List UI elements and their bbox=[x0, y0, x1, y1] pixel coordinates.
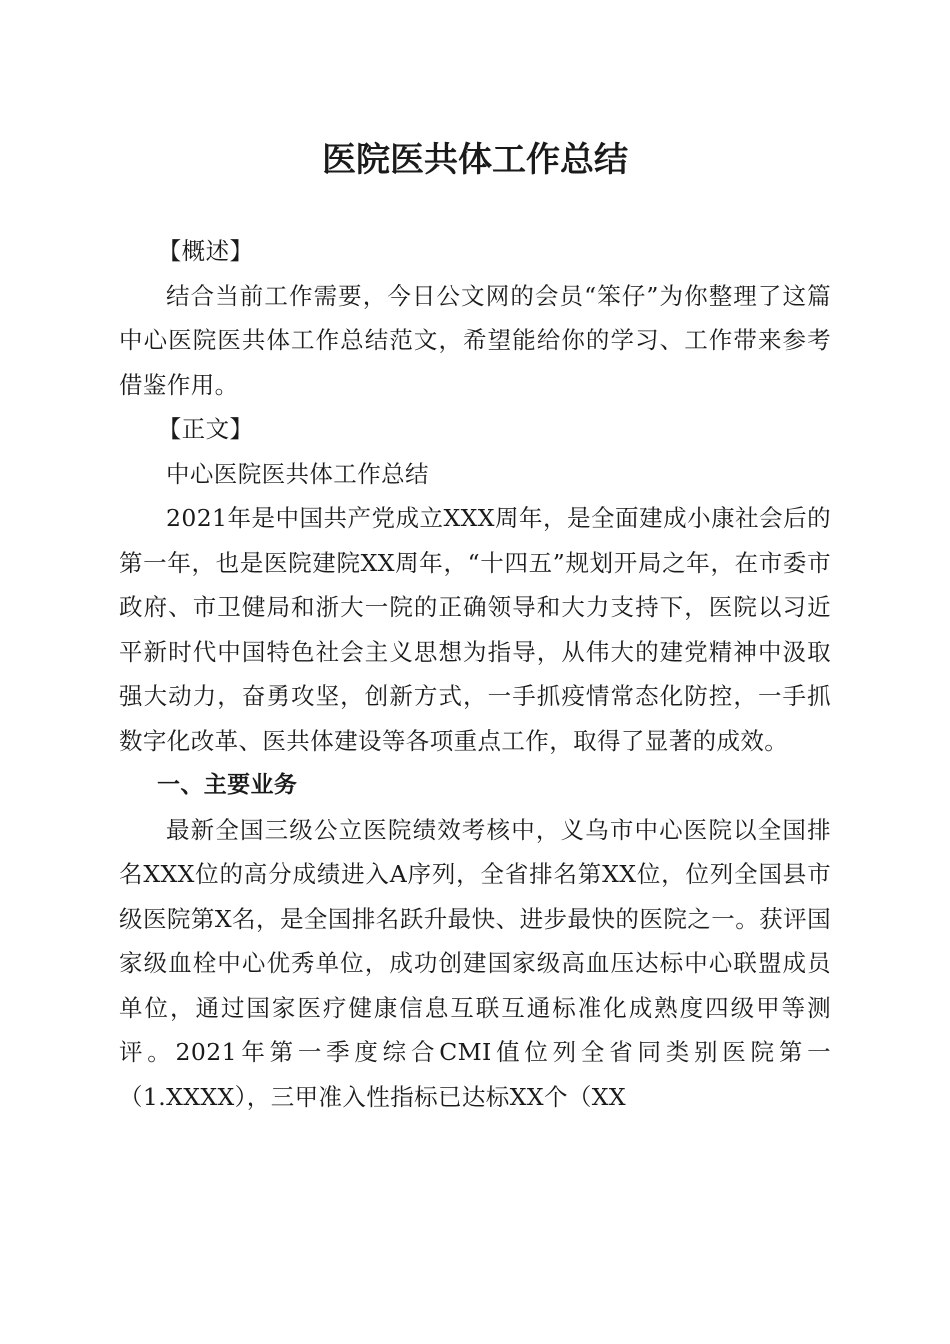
main-business-paragraph: 最新全国三级公立医院绩效考核中，义乌市中心医院以全国排名XXX位的高分成绩进入A序列，全省排名第XX位，位列全国县市级医院第X名，是全国排名跃升最快、进步最快的医院之一。获评国家级血栓中心优秀单位，成功创建国家级高血压达标中心联盟成员单位，通过国家医疗健康信息互联互通标准化成熟度四级甲等测评。2021年第一季度综合CMI值位列全省同类别医院第一（1.XXXX），三甲准入性指标已达标XX个（XX bbox=[119, 815, 831, 1111]
body-label: 【正文】 bbox=[157, 415, 254, 443]
document-body bbox=[119, 229, 831, 1119]
section-heading-main-business: 一、主要业务 bbox=[156, 772, 298, 798]
overview-paragraph: 结合当前工作需要，今日公文网的会员“笨仔”为你整理了这篇中心医院医共体工作总结范文，希望能给你的学习、工作带来参考借鉴作用。 bbox=[119, 281, 831, 399]
intro-paragraph: 2021年是中国共产党成立XXX周年，是全面建成小康社会后的第一年，也是医院建院XX周年，“十四五”规划开局之年，在市委市政府、市卫健局和浙大一院的正确领导和大力支持下，医院以习近平新时代中国特色社会主义思想为指导，从伟大的建党精神中汲取强大动力，奋勇攻坚，创新方式，一手抓疫情常态化防控，一手抓数字化改革、医共体建设等各项重点工作，取得了显著的成效。 bbox=[119, 504, 831, 755]
overview-label: 【概述】 bbox=[157, 237, 254, 265]
document-title: 医院医共体工作总结 bbox=[322, 140, 628, 180]
document-subtitle: 中心医院医共体工作总结 bbox=[166, 459, 429, 488]
